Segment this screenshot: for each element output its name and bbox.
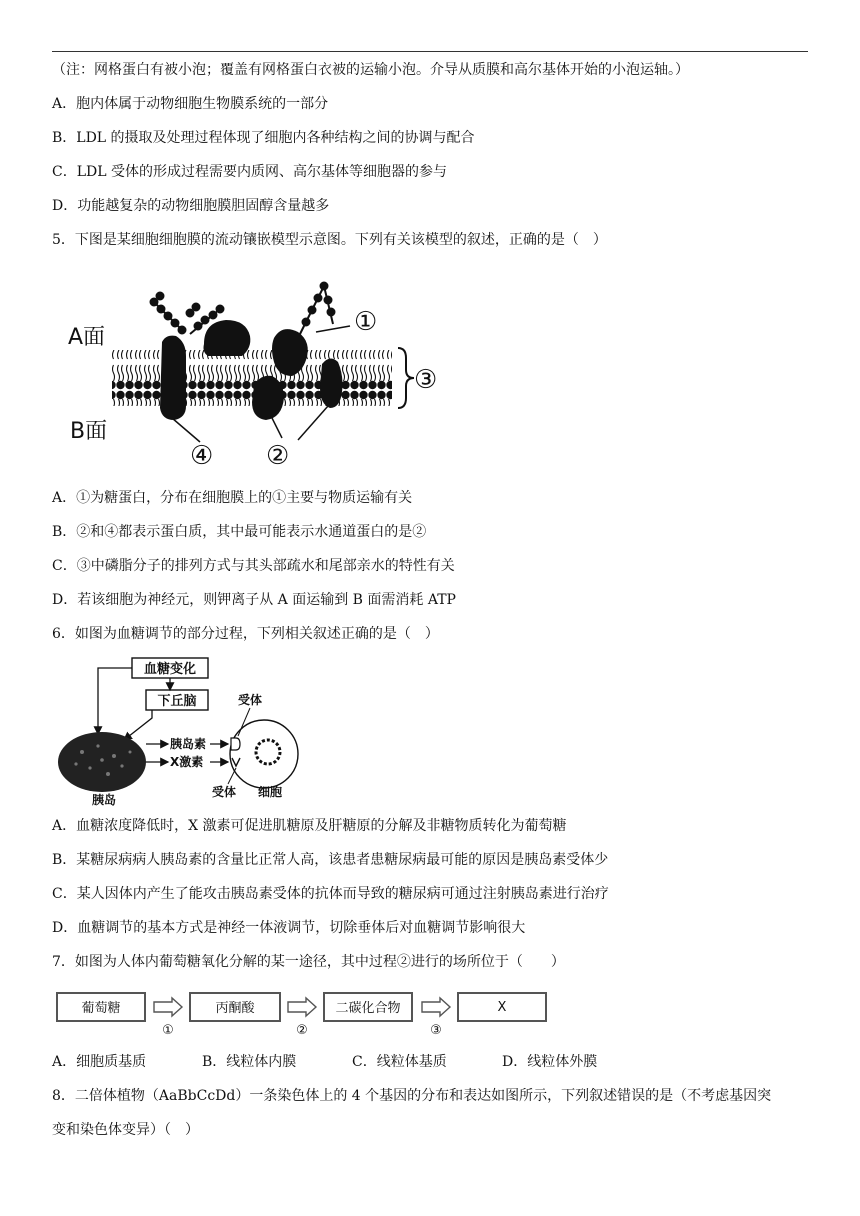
label-2: ② — [266, 441, 290, 471]
q8-stem-line2: 变和染色体变异）（ ） — [52, 1122, 199, 1138]
q4-option-a: A．胞内体属于动物细胞生物膜系统的一部分 — [52, 96, 329, 112]
two-carbon-text: 二碳化合物 — [335, 1001, 401, 1016]
surface-protein — [204, 320, 251, 356]
cell-label: 细胞 — [258, 785, 283, 799]
q7-option-c: C．线粒体基质 — [352, 1054, 447, 1070]
membrane-figure — [62, 278, 462, 478]
protein-2-channel — [252, 376, 284, 420]
bilayer-brace — [398, 348, 414, 408]
q5-option-d: D．若该细胞为神经元，则钾离子从 A 面运输到 B 面需消耗 ATP — [52, 592, 456, 608]
box1-text: 血糖变化 — [143, 662, 197, 677]
arrow-2 — [288, 998, 316, 1016]
header-rule — [52, 51, 808, 52]
q5-stem: 5．下图是某细胞细胞膜的流动镶嵌模型示意图。下列有关该模型的叙述，正确的是（ ） — [52, 232, 607, 248]
label-3: ③ — [414, 365, 438, 395]
arrow-1 — [154, 998, 182, 1016]
step-2: ② — [296, 1023, 308, 1038]
q4-option-b: B．LDL 的摄取及处理过程体现了细胞内各种结构之间的协调与配合 — [52, 130, 475, 146]
q5-option-b: B．②和④都表示蛋白质，其中最可能表示水通道蛋白的是② — [52, 524, 427, 540]
pancreatic-islet — [58, 732, 146, 792]
note-text: （注：网格蛋白有被小泡；覆盖有网格蛋白衣被的运输小泡。介导从质膜和高尔基体开始的小泡运轴。） — [52, 62, 689, 78]
a-face-label: A面 — [68, 325, 106, 350]
glycoprotein-chain-right — [300, 283, 335, 335]
step-1: ① — [162, 1023, 174, 1038]
q4-option-d: D．功能越复杂的动物细胞膜胆固醇含量越多 — [52, 198, 330, 214]
step-3: ③ — [430, 1023, 442, 1038]
q7-option-a: A．细胞质基质 — [52, 1054, 147, 1070]
q6-option-d: D．血糖调节的基本方式是神经一体液调节，切除垂体后对血糖调节影响很大 — [52, 920, 526, 936]
glucose-pathway-figure — [56, 990, 556, 1036]
q5-option-c: C．③中磷脂分子的排列方式与其头部疏水和尾部亲水的特性有关 — [52, 558, 455, 574]
q8-stem-line1: 8．二倍体植物（AaBbCcDd）一条染色体上的 4 个基因的分布和表达如图所示，下列叙述错误的是（不考虑基因突 — [52, 1088, 772, 1104]
blood-glucose-figure — [52, 656, 312, 806]
label-4: ④ — [190, 441, 214, 471]
insulin-receptor — [231, 738, 240, 750]
q6-option-b: B．某糖尿病病人胰岛素的含量比正常人高，该患者患糖尿病最可能的原因是胰岛素受体少 — [52, 852, 609, 868]
q7-option-d: D．线粒体外膜 — [502, 1054, 598, 1070]
b-face-label: B面 — [70, 419, 108, 444]
protein-4-transmembrane — [160, 336, 186, 420]
q6-stem: 6．如图为血糖调节的部分过程，下列相关叙述正确的是（ ） — [52, 626, 439, 642]
label-1: ① — [354, 307, 378, 337]
phospholipid-bilayer — [112, 350, 392, 406]
q7-stem: 7．如图为人体内葡萄糖氧化分解的某一途径，其中过程②进行的场所位于（ ） — [52, 954, 565, 970]
receptor-top-label: 受体 — [238, 693, 263, 707]
q7-option-b: B．线粒体内膜 — [202, 1054, 297, 1070]
q6-option-c: C．某人因体内产生了能攻击胰岛素受体的抗体而导致的糖尿病可通过注射胰岛素进行治疗 — [52, 886, 609, 902]
pyruvate-text: 丙酮酸 — [215, 1001, 255, 1016]
q6-option-a: A．血糖浓度降低时，X 激素可促进肌糖原及肝糖原的分解及非糖物质转化为葡萄糖 — [52, 818, 567, 834]
x-text: X — [497, 1000, 507, 1015]
box2-text: 下丘脑 — [157, 694, 197, 709]
arrow-3 — [422, 998, 450, 1016]
receptor-bottom-label: 受体 — [212, 785, 237, 799]
q4-option-c: C．LDL 受体的形成过程需要内质网、高尔基体等细胞器的参与 — [52, 164, 447, 180]
insulin-label: 胰岛素 — [170, 737, 207, 751]
glucose-text: 葡萄糖 — [81, 1001, 121, 1016]
x-hormone-label: X激素 — [170, 755, 204, 769]
q5-option-a: A．①为糖蛋白，分布在细胞膜上的①主要与物质运输有关 — [52, 490, 413, 506]
islet-label: 胰岛 — [92, 793, 117, 807]
protein-2-right — [320, 358, 343, 408]
